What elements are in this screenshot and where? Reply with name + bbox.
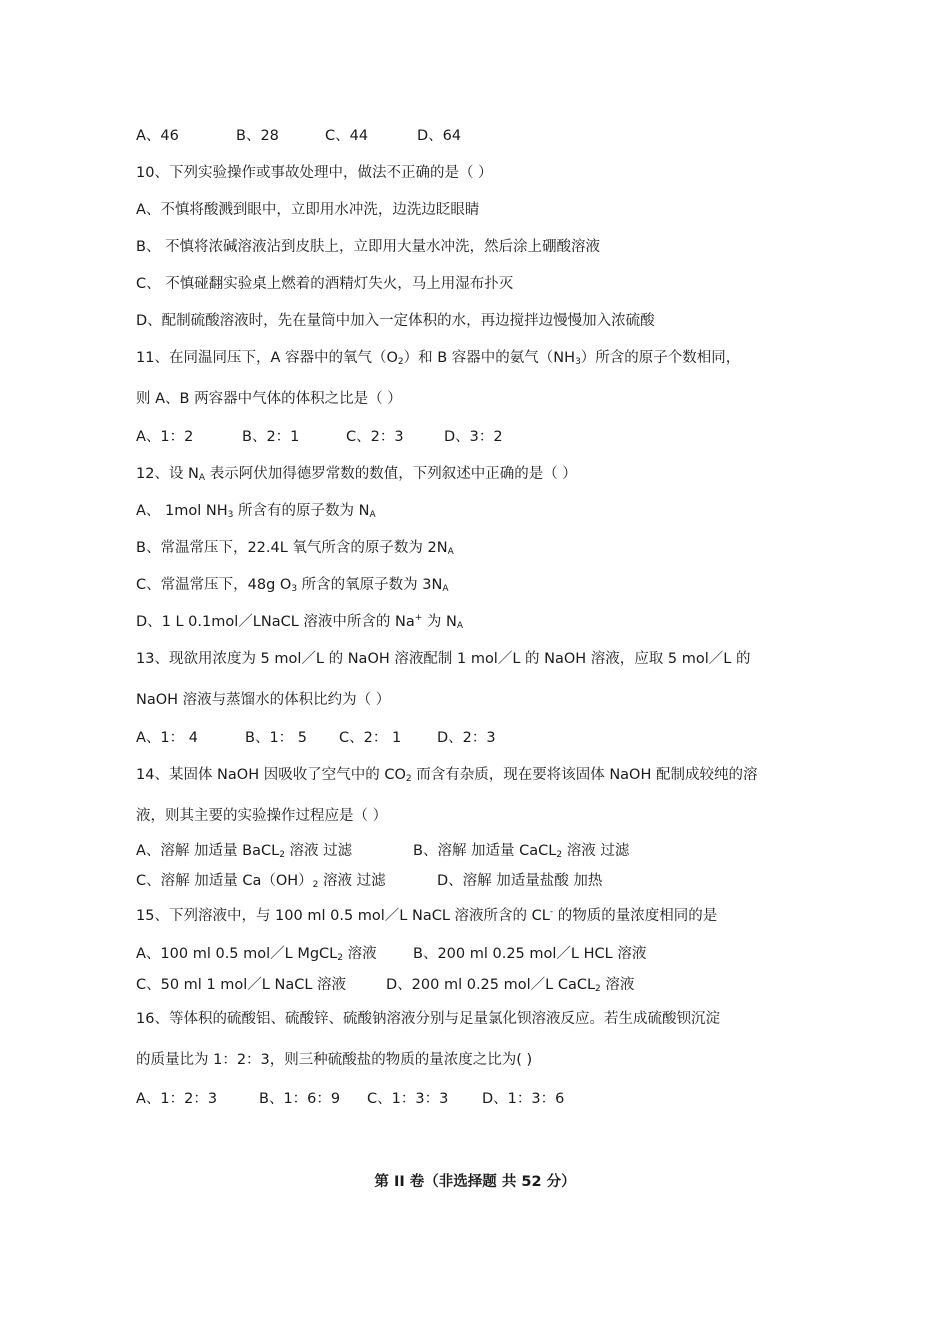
q16-option-d: D、1：3：6 xyxy=(482,1091,565,1107)
q14-option-c-text-1: C、溶解 加适量 Ca（OH） xyxy=(136,873,313,889)
q12-option-d-sub: A xyxy=(456,621,464,631)
q12-option-a xyxy=(136,501,376,521)
q14-option-b-sub: 2 xyxy=(556,850,563,860)
q13-option-c: C、2： 1 xyxy=(339,730,402,746)
q12-option-d-sup: + xyxy=(414,613,423,623)
q12-option-c-text-1: C、常温常压下，48g O xyxy=(136,577,292,593)
q16-option-c: C、1：3：3 xyxy=(367,1091,449,1107)
q9-options xyxy=(136,126,461,146)
q11-stem-text-2: ）和 B 容器中的氨气（NH xyxy=(403,350,576,366)
q12-stem xyxy=(136,464,577,484)
q15-option-d xyxy=(386,975,634,995)
q14-option-c xyxy=(136,871,437,891)
q11-stem-sub-1: 2 xyxy=(397,357,404,367)
q14-stem-text-1: 14、某固体 NaOH 因吸收了空气中的 CO xyxy=(136,767,406,783)
q12-stem-text-2: 表示阿伏加得德罗常数的数值，下列叙述中正确的是（ ） xyxy=(205,466,577,482)
q11-stem-line2: 则 A、B 两容器中气体的体积之比是（ ） xyxy=(136,391,402,407)
q15-stem-text-1: 15、下列溶液中，与 100 ml 0.5 mol／L NaCL 溶液所含的 CL xyxy=(136,908,550,924)
q14-option-b xyxy=(413,841,629,861)
q12-option-a-sub-2: A xyxy=(369,510,376,520)
q11-stem-text-3: ）所含的原子个数相同， xyxy=(580,350,741,366)
q13-stem-line2: NaOH 溶液与蒸馏水的体积比约为（ ） xyxy=(136,692,391,708)
q13-stem-line1: 13、现欲用浓度为 5 mol／L 的 NaOH 溶液配制 1 mol／L 的 NaOH 溶液，应取 5 mol／L 的 xyxy=(136,651,751,667)
q12-stem-sub: A xyxy=(198,473,206,483)
q12-option-d-text-2: 为 N xyxy=(422,614,457,630)
q15-option-b: B、200 ml 0.25 mol／L HCL 溶液 xyxy=(413,946,647,962)
q14-stem-line1 xyxy=(136,765,757,785)
q12-option-b-sub: A xyxy=(447,547,454,557)
q15-stem-sup: - xyxy=(549,907,554,917)
q16-option-b: B、1：6：9 xyxy=(259,1091,341,1107)
q15-option-a xyxy=(136,944,413,964)
q14-option-d: D、溶解 加适量盐酸 加热 xyxy=(437,873,603,889)
q14-option-c-text-2: 溶液 过滤 xyxy=(318,873,386,889)
q9-option-a: A、46 xyxy=(136,128,179,144)
q11-option-c: C、2：3 xyxy=(346,429,404,445)
q11-options xyxy=(136,427,503,447)
q10-option-b: B、 不慎将浓碱溶液沾到皮肤上，立即用大量水冲洗，然后涂上硼酸溶液 xyxy=(136,239,601,255)
q11-option-a: A、1：2 xyxy=(136,429,194,445)
q16-option-a: A、1：2：3 xyxy=(136,1091,218,1107)
q14-options-cd xyxy=(136,871,602,891)
q15-option-a-sub: 2 xyxy=(337,953,343,963)
q9-option-b: B、28 xyxy=(236,128,279,144)
q10-option-c: C、 不慎碰翻实验桌上燃着的酒精灯失火，马上用湿布扑灭 xyxy=(136,276,514,292)
q13-option-d: D、2：3 xyxy=(437,730,496,746)
q12-option-a-text-2: 所含有的原子数为 N xyxy=(233,503,370,519)
q10-option-a: A、不慎将酸溅到眼中，立即用水冲洗，边洗边眨眼睛 xyxy=(136,202,480,218)
q12-option-a-sub-1: 3 xyxy=(227,510,234,520)
q12-option-a-text-1: A、 1mol NH xyxy=(136,503,228,519)
q14-option-a-text-1: A、溶解 加适量 BaCL xyxy=(136,843,280,859)
q12-stem-text-1: 12、设 N xyxy=(136,466,199,482)
q16-stem-line2: 的质量比为 1：2：3，则三种硫酸盐的物质的量浓度之比为( ) xyxy=(136,1052,533,1068)
q14-stem-line2: 液，则其主要的实验操作过程应是（ ） xyxy=(136,808,388,824)
q14-options-ab xyxy=(136,841,629,861)
q13-options xyxy=(136,728,496,748)
q10-option-d: D、配制硫酸溶液时，先在量筒中加入一定体积的水，再边搅拌边慢慢加入浓硫酸 xyxy=(136,313,655,329)
q9-option-c: C、44 xyxy=(325,128,369,144)
q12-option-d xyxy=(136,612,463,632)
q11-stem-sub-2: 3 xyxy=(575,357,581,367)
q14-stem-text-2: 而含有杂质，现在要将该固体 NaOH 配制成较纯的溶 xyxy=(411,767,758,783)
q14-option-a-text-2: 溶液 过滤 xyxy=(284,843,353,859)
q12-option-c-text-2: 所含的氧原子数为 3N xyxy=(297,577,443,593)
q12-option-c-sub-1: 3 xyxy=(291,584,298,594)
q15-option-a-text-2: 溶液 xyxy=(343,946,377,962)
q14-option-a xyxy=(136,841,413,861)
q11-stem-text-1: 11、在同温同压下，A 容器中的氧气（O xyxy=(136,350,398,366)
q13-option-b: B、1： 5 xyxy=(245,730,308,746)
q15-stem-text-2: 的物质的量浓度相同的是 xyxy=(553,908,718,924)
q15-stem xyxy=(136,906,717,926)
q16-options xyxy=(136,1089,564,1109)
q11-option-b: B、2：1 xyxy=(242,429,300,445)
q14-option-a-sub: 2 xyxy=(279,850,285,860)
q14-option-b-text-1: B、溶解 加适量 CaCL xyxy=(413,843,557,859)
q12-option-b-text: B、常温常压下，22.4L 氧气所含的原子数为 2N xyxy=(136,540,448,556)
q10-stem: 10、下列实验操作或事故处理中，做法不正确的是（ ） xyxy=(136,165,493,181)
q12-option-b xyxy=(136,538,454,558)
q13-option-a: A、1： 4 xyxy=(136,730,198,746)
q12-option-c-sub-2: A xyxy=(442,584,449,594)
q9-option-d: D、64 xyxy=(417,128,462,144)
q15-option-a-text-1: A、100 ml 0.5 mol／L MgCL xyxy=(136,946,338,962)
section-title: 第 II 卷（非选择题 共 52 分） xyxy=(374,1174,576,1190)
q15-options-ab xyxy=(136,944,646,964)
q14-option-b-text-2: 溶液 过滤 xyxy=(562,843,630,859)
q15-option-d-sub: 2 xyxy=(595,984,601,994)
q14-stem-sub: 2 xyxy=(405,774,412,784)
q11-option-d: D、3：2 xyxy=(444,429,503,445)
q15-option-d-text-1: D、200 ml 0.25 mol／L CaCL xyxy=(386,977,596,993)
q16-stem-line1: 16、等体积的硫酸铝、硫酸锌、硫酸钠溶液分别与足量氯化钡溶液反应。若生成硫酸钡沉淀 xyxy=(136,1011,720,1027)
q12-option-c xyxy=(136,575,449,595)
q15-option-d-text-2: 溶液 xyxy=(600,977,635,993)
q11-stem-line1 xyxy=(136,348,740,368)
q12-option-d-text-1: D、1 L 0.1mol／LNaCL 溶液中所含的 Na xyxy=(136,614,415,630)
q15-option-c: C、50 ml 1 mol／L NaCL 溶液 xyxy=(136,977,347,993)
q14-option-c-sub: 2 xyxy=(312,880,319,890)
q15-options-cd xyxy=(136,975,634,995)
